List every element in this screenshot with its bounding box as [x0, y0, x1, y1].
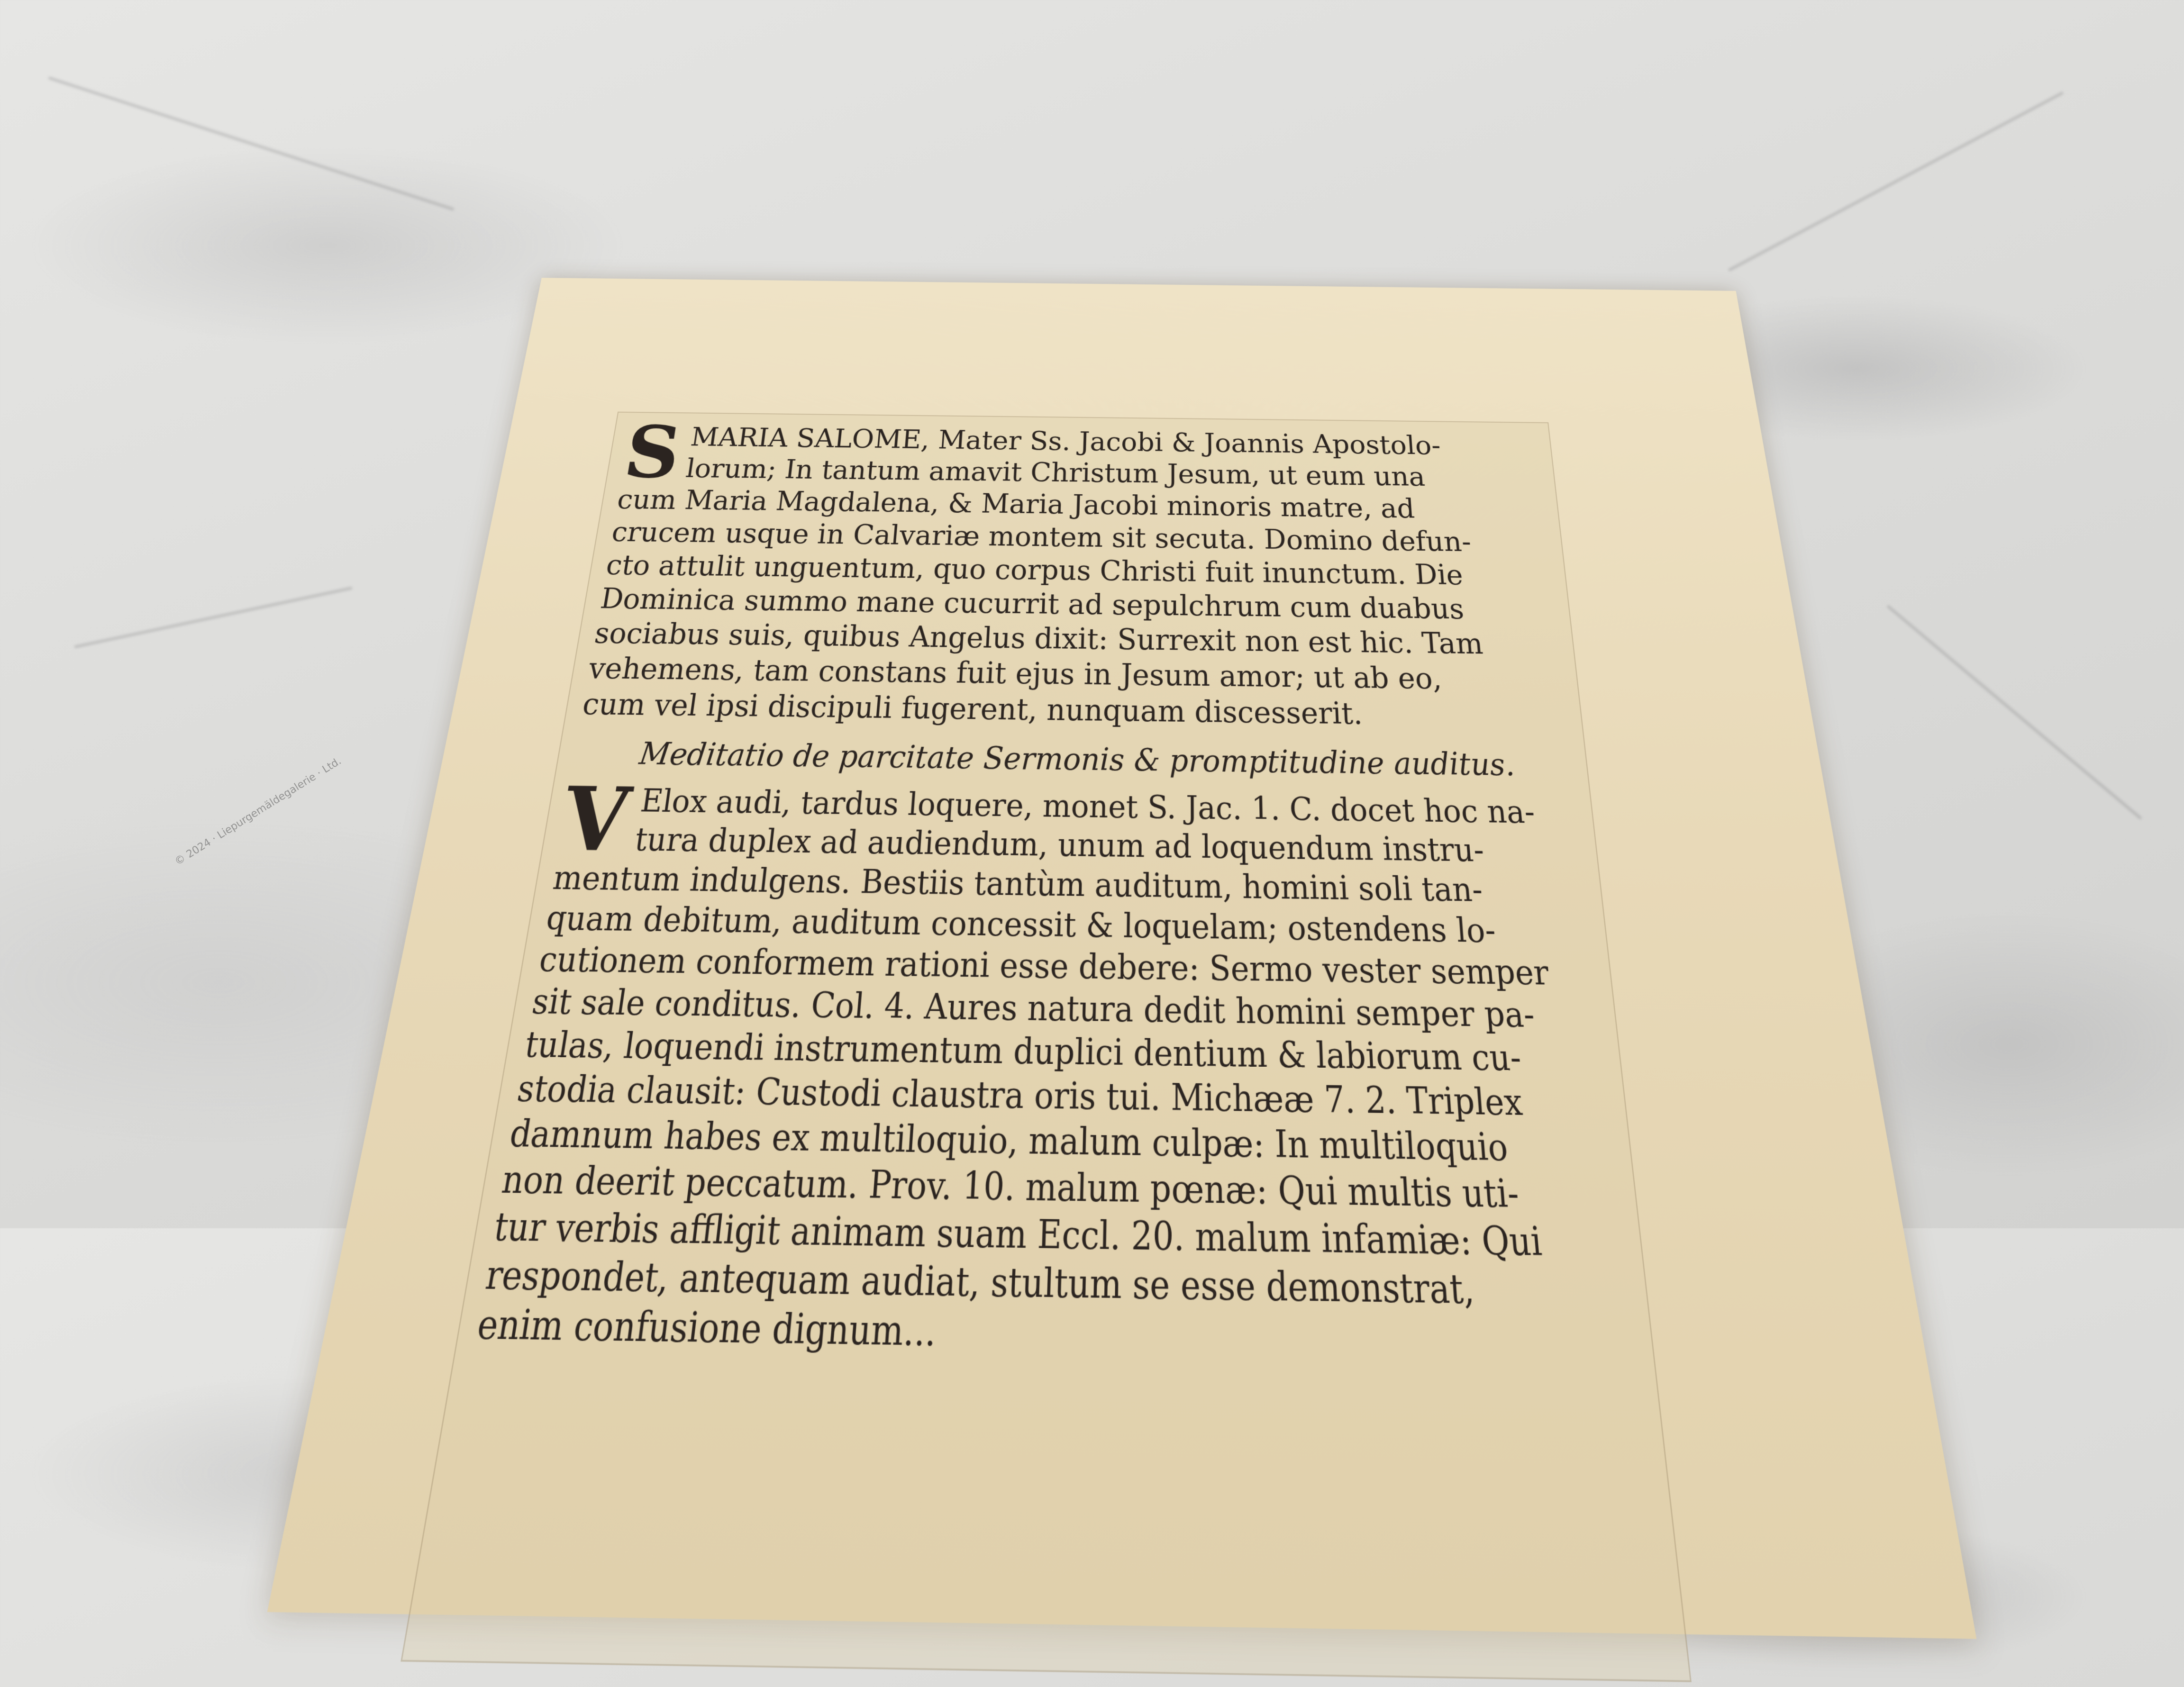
text-line: cutionem conformem rationi esse debere: Sermo vester semper	[537, 939, 1551, 993]
marble-vein	[48, 76, 455, 211]
printed-page	[267, 278, 1977, 1639]
watermark-text: © 2024 · Liepurgemäldegalerie · Ltd.	[173, 755, 344, 868]
paragraph-maria-salome	[580, 411, 1576, 735]
page-text	[471, 411, 1649, 1385]
text-line: Elox audi, tardus loquere, monet S. Jac. 1. C. docet hoc na-	[638, 782, 1537, 831]
text-line: stodia clausit: Custodi claustra oris tui. Michææ 7. 2. Triplex	[514, 1067, 1524, 1124]
text-line: quam debitum, auditum concessit & loquelam; ostendens lo-	[543, 898, 1497, 951]
meditation-heading: Meditatio de parcitate Sermonis & promptitudine auditus.	[637, 736, 1516, 783]
marble-vein	[1886, 605, 2142, 820]
text-line: enim confusione dignum...	[474, 1300, 938, 1356]
text-line: vehemens, tam constans fuit ejus in Jesum amor; ut ab eo,	[586, 651, 1443, 696]
paragraph-meditatio	[474, 768, 1647, 1367]
text-line: tur verbis affligit animam suam Eccl. 20. malum infamiæ: Qui	[491, 1204, 1544, 1265]
text-line: sociabus suis, quibus Angelus dixit: Surrexit non est hic. Tam	[592, 616, 1484, 661]
text-line: damnum habes ex multiloquio, malum culpæ: In multiloquio	[507, 1112, 1510, 1170]
text-line: sit sale conditus. Col. 4. Aures natura dedit homini semper pa-	[529, 981, 1537, 1036]
text-line: cum vel ipsi discipuli fugerent, nunquam discesserit.	[580, 687, 1364, 731]
text-line: lorum; In tantum amavit Christum Jesum, ut eum una	[684, 453, 1426, 492]
text-line: MARIA SALOME, Mater Ss. Jacobi & Joannis Apostolo-	[689, 422, 1442, 461]
marble-vein	[1728, 91, 2064, 272]
drop-cap-s: S	[619, 411, 686, 495]
drop-cap-v: V	[555, 768, 636, 872]
text-line: cto attulit unguentum, quo corpus Christi fuit inunctum. Die	[604, 549, 1465, 591]
text-line: mentum indulgens. Bestiis tantùm auditum, homini soli tan-	[550, 859, 1484, 909]
text-line: crucem usque in Calvariæ montem sit secuta. Domino defun-	[610, 516, 1473, 558]
marble-vein	[74, 587, 353, 649]
text-line: Dominica summo mane cucurrit ad sepulchrum cum duabus	[598, 582, 1465, 626]
text-line: tura duplex ad audiendum, unum ad loquendum instru-	[632, 820, 1485, 870]
text-line: cum Maria Magdalena, & Maria Jacobi minoris matre, ad	[615, 484, 1416, 525]
text-line: non deerit peccatum. Prov. 10. malum pœnæ: Qui multis uti-	[499, 1157, 1521, 1217]
text-line: respondet, antequam audiat, stultum se esse demonstrat,	[482, 1252, 1476, 1313]
text-line: tulas, loquendi instrumentum duplici dentium & labiorum cu-	[522, 1024, 1523, 1079]
